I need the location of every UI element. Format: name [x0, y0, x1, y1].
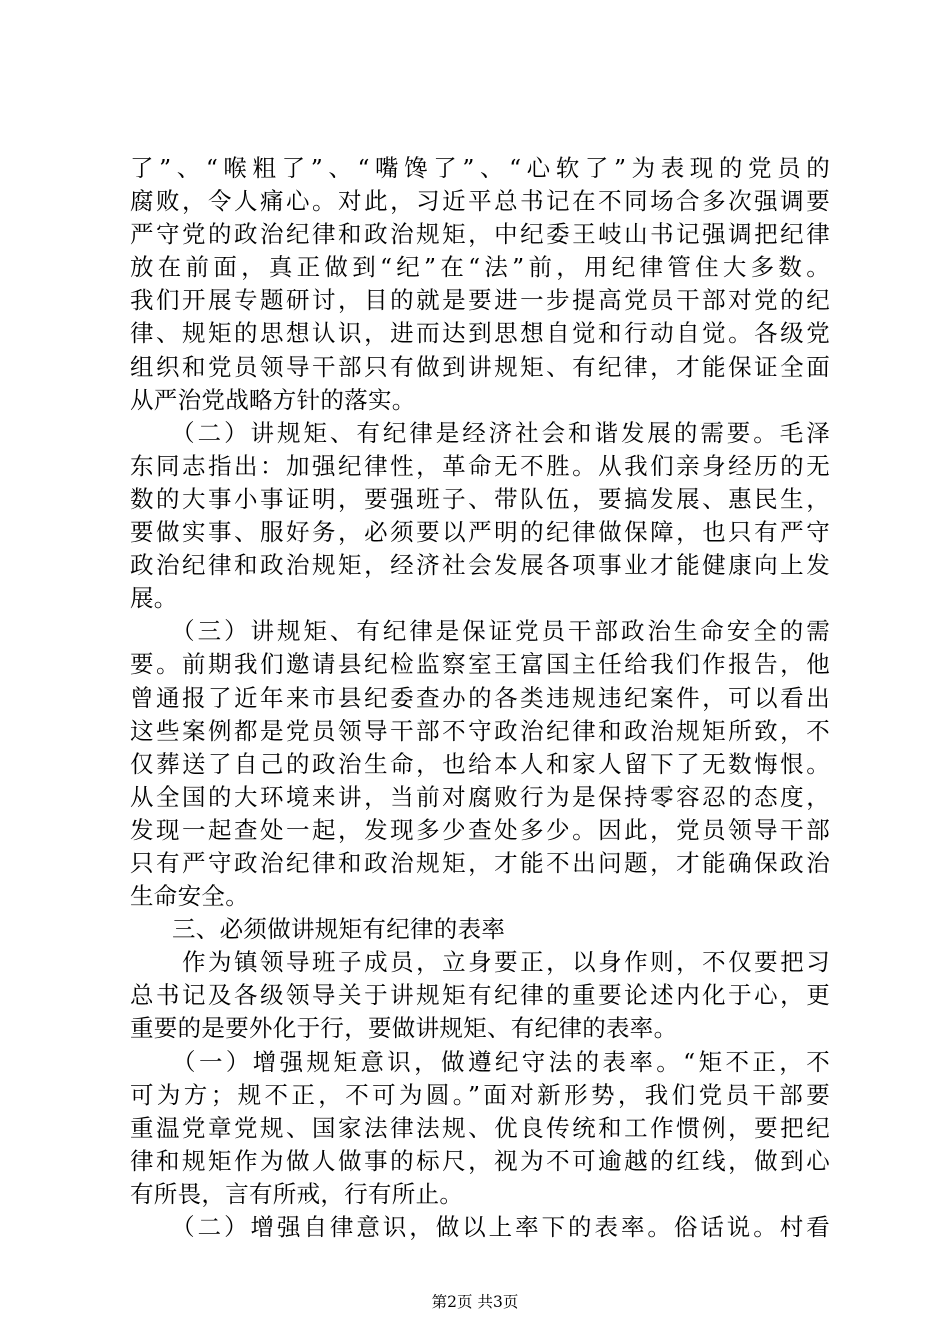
text-line: 仅葬送了自己的政治生命，也给本人和家人留下了无数悔恨。 [130, 749, 830, 778]
document-body [130, 152, 830, 1244]
text-line: （一）增强规矩意识，做遵纪守法的表率。“矩不正，不 [130, 1047, 830, 1076]
text-line: 曾通报了近年来市县纪委查办的各类违规违纪案件，可以看出 [130, 683, 830, 712]
text-line: （二）增强自律意识，做以上率下的表率。俗话说。村看 [130, 1213, 830, 1241]
text-line: 总书记及各级领导关于讲规矩有纪律的重要论述内化于心，更 [130, 981, 830, 1010]
text-line: 只有严守政治纪律和政治规矩，才能不出问题，才能确保政治 [130, 848, 830, 877]
text-line: 严守党的政治纪律和政治规矩，中纪委王岐山书记强调把纪律 [130, 220, 830, 249]
text-line: 发现一起查处一起，发现多少查处多少。因此，党员领导干部 [130, 815, 830, 844]
text-line: 数的大事小事证明，要强班子、带队伍，要搞发展、惠民生， [130, 484, 830, 513]
text-line: 这些案例都是党员领导干部不守政治纪律和政治规矩所致，不 [130, 716, 830, 745]
text-line: （二）讲规矩、有纪律是经济社会和谐发展的需要。毛泽 [130, 418, 830, 447]
text-line: 律、规矩的思想认识，进而达到思想自觉和行动自觉。各级党 [130, 319, 830, 348]
text-line: 组织和党员领导干部只有做到讲规矩、有纪律，才能保证全面 [130, 352, 830, 381]
text-line: 东同志指出：加强纪律性，革命无不胜。从我们亲身经历的无 [130, 451, 830, 480]
text-line: 从全国的大环境来讲，当前对腐败行为是保持零容忍的态度， [130, 782, 830, 811]
text-line: 要做实事、服好务，必须要以严明的纪律做保障，也只有严守 [130, 518, 830, 547]
text-line: 重温党章党规、国家法律法规、优良传统和工作惯例，要把纪 [130, 1113, 830, 1142]
text-line: 了”、“喉粗了”、“嘴馋了”、“心软了”为表现的党员的 [130, 154, 830, 182]
text-line: （三）讲规矩、有纪律是保证党员干部政治生命安全的需 [130, 617, 830, 646]
text-line: 腐败，令人痛心。对此，习近平总书记在不同场合多次强调要 [130, 187, 830, 216]
text-line: 有所畏，言有所戒，行有所止。 [130, 1179, 464, 1208]
text-line: 从严治党战略方针的落实。 [130, 385, 416, 414]
text-line: 我们开展专题研讨，目的就是要进一步提高党员干部对党的纪 [130, 286, 830, 315]
text-line: 要。前期我们邀请县纪检监察室王富国主任给我们作报告，他 [130, 650, 830, 679]
text-line: 作为镇领导班子成员，立身要正，以身作则，不仅要把习 [130, 948, 830, 977]
text-line: 生命安全。 [130, 882, 249, 911]
text-line: 放在前面，真正做到“纪”在“法”前，用纪律管住大多数。 [130, 253, 830, 282]
text-line: 律和规矩作为做人做事的标尺，视为不可逾越的红线，做到心 [130, 1146, 830, 1175]
text-line: 可为方；规不正，不可为圆。”面对新形势，我们党员干部要 [130, 1080, 830, 1109]
text-line: 政治纪律和政治规矩，经济社会发展各项事业才能健康向上发 [130, 551, 830, 580]
page-footer: 第2页 共3页 [431, 1293, 519, 1311]
section-heading: 三、必须做讲规矩有纪律的表率 [172, 915, 506, 944]
text-line: 展。 [130, 584, 178, 613]
text-line: 重要的是要外化于行，要做讲规矩、有纪律的表率。 [130, 1014, 678, 1043]
